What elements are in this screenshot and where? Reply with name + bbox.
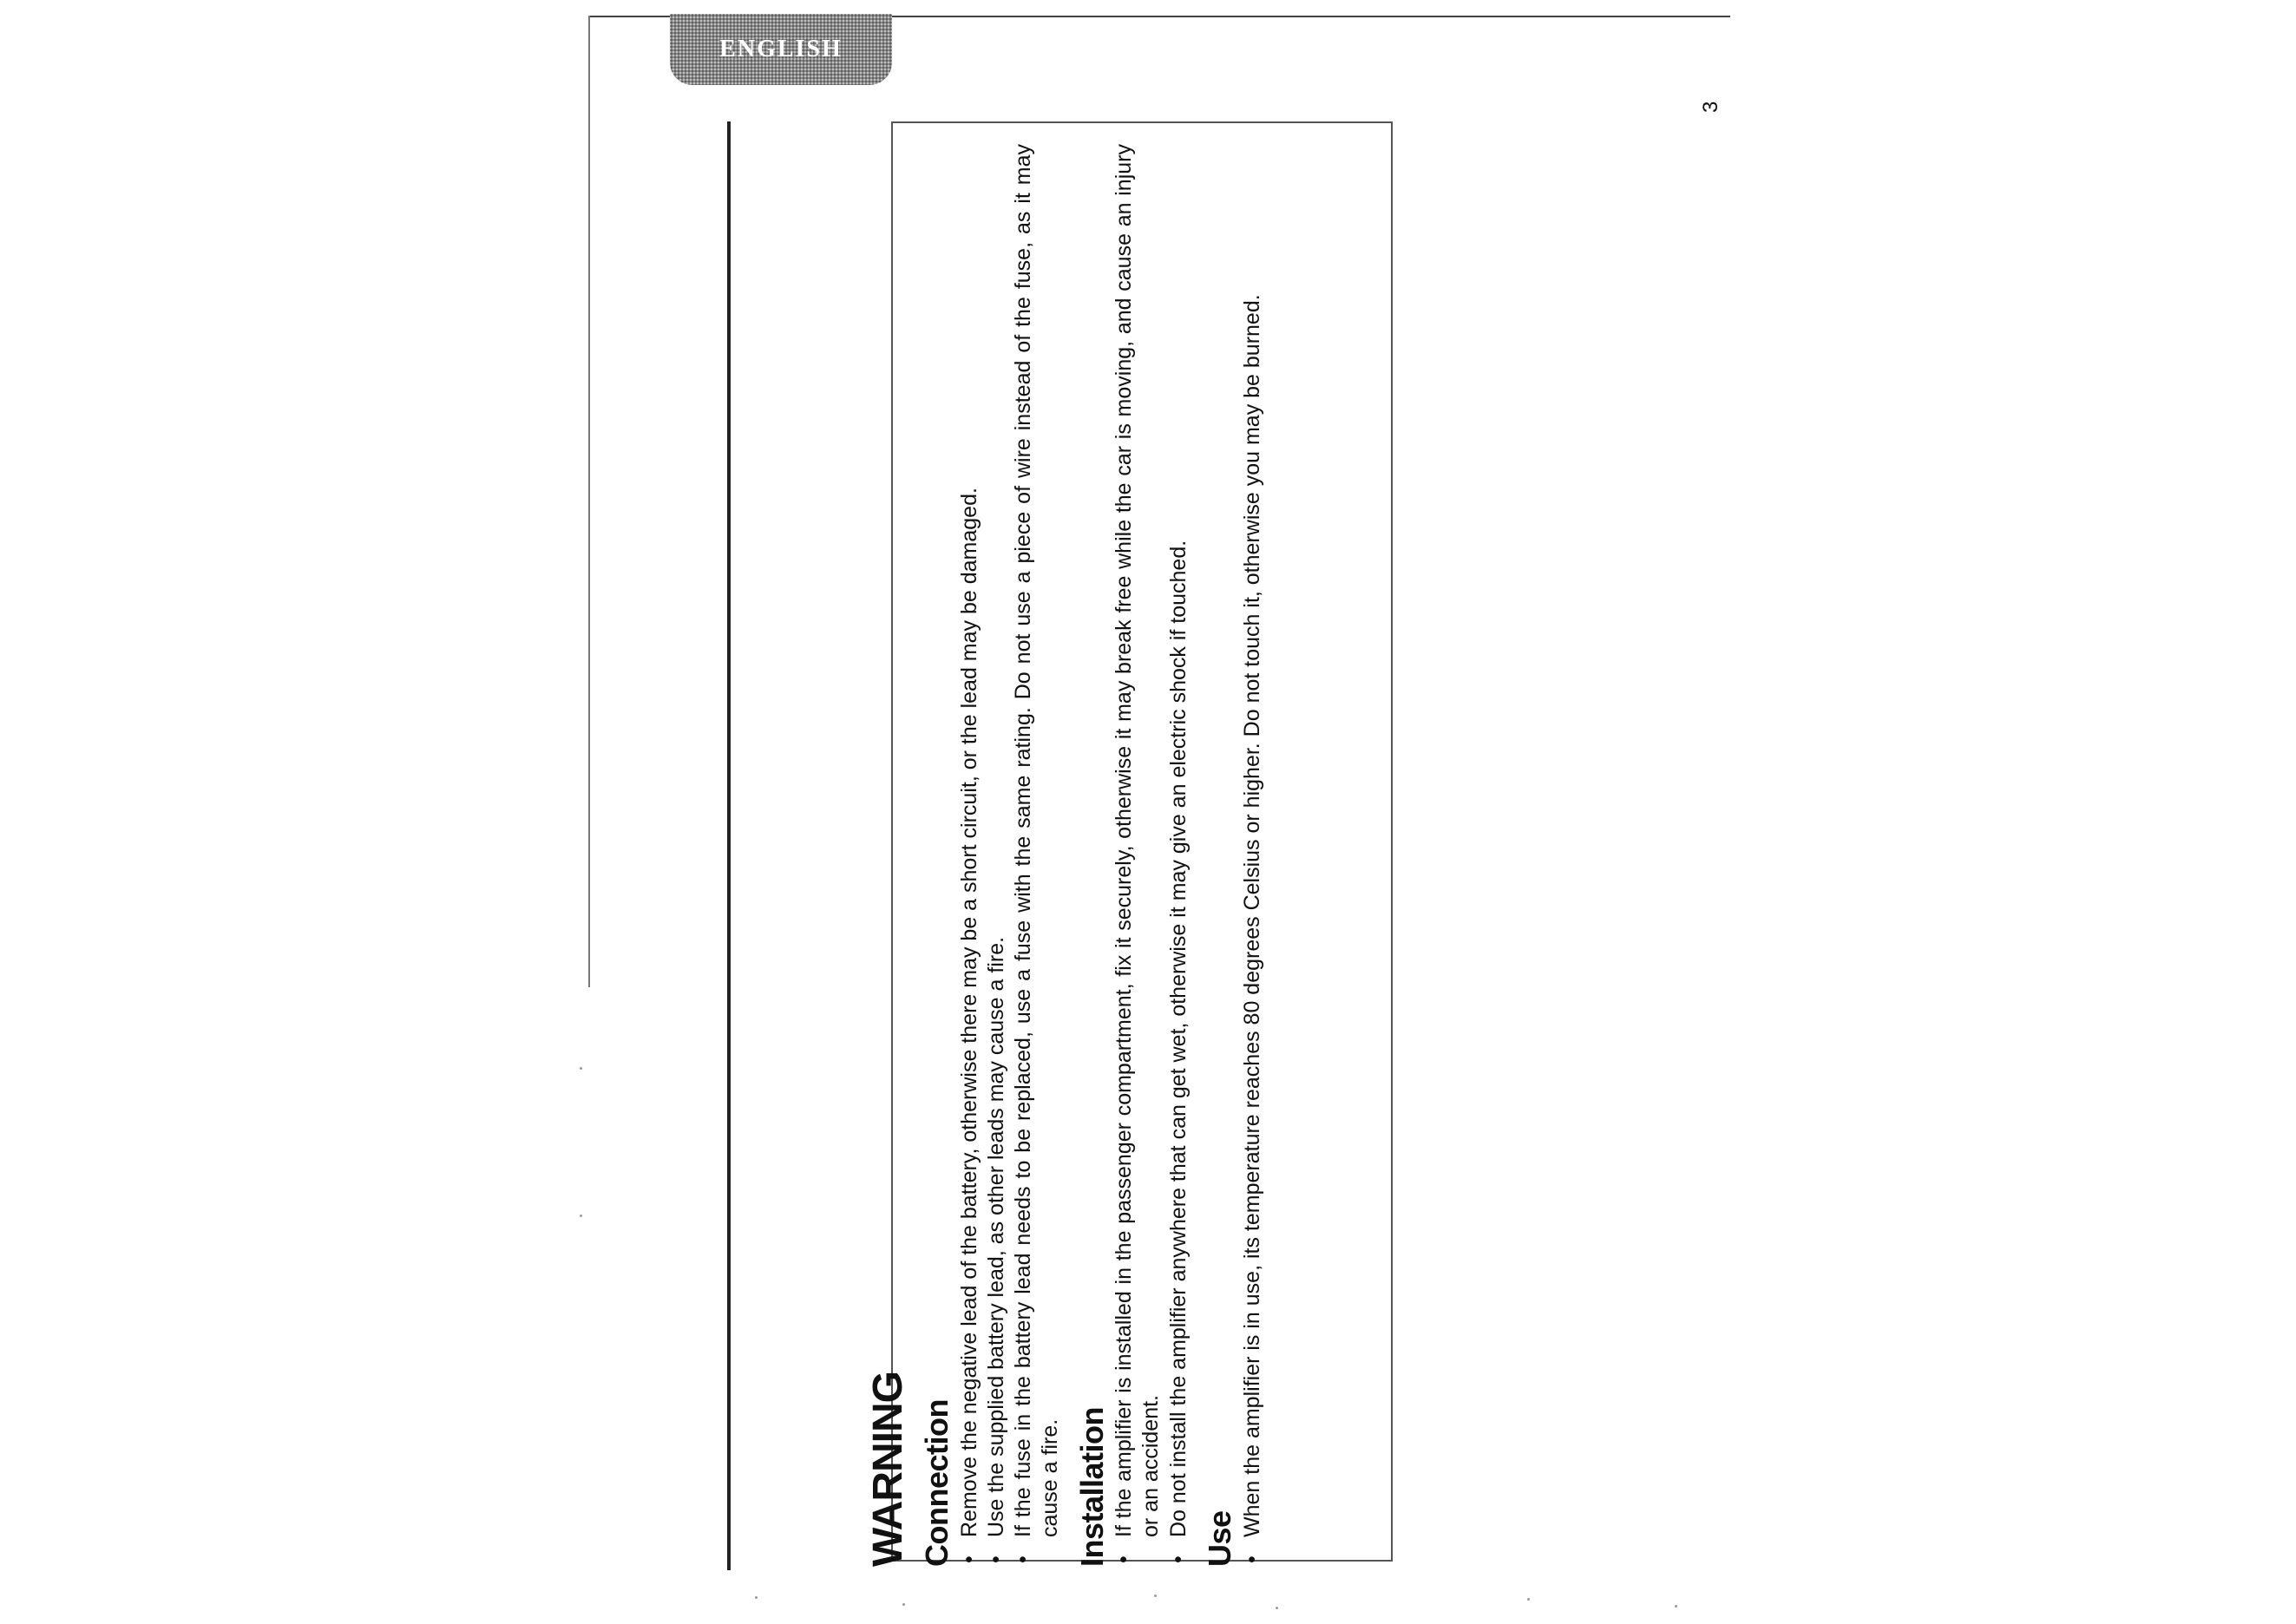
list-item: • Use the supplied battery lead, as other leads may cause a fire. — [983, 144, 1010, 1567]
installation-list — [1111, 144, 1192, 1567]
page-number: 3 — [1699, 101, 1722, 113]
list-item: • When the amplifier is in use, its temperature reaches 80 degrees Celsius or higher. Do not touch it, otherwise you may be burned. — [1239, 144, 1266, 1567]
scan-speck — [580, 1215, 582, 1217]
page-left-border — [588, 16, 590, 987]
warning-box — [865, 127, 1388, 1567]
connection-list — [956, 144, 1065, 1567]
section-heading-installation: Installation — [1073, 1406, 1110, 1567]
language-tab — [670, 14, 892, 85]
scan-speck — [1675, 1605, 1677, 1608]
scan-speck — [902, 1603, 905, 1606]
use-list — [1239, 144, 1266, 1567]
scan-speck — [1276, 1607, 1278, 1609]
warning-title: WARNING — [865, 1372, 911, 1567]
list-item: • If the fuse in the battery lead needs to be replaced, use a fuse with the same rating. Do not use a piece of wire instead of the fuse, as it may cause a fire. — [1010, 144, 1065, 1567]
page-binding-rule — [727, 121, 731, 1570]
scan-speck — [580, 1067, 582, 1070]
scan-speck — [1527, 1598, 1530, 1601]
language-tab-label: ENGLISH — [719, 36, 843, 62]
list-item: • If the amplifier is installed in the passenger compartment, fix it securely, otherwise it may break free while the car is moving, and cause an injury or an accident. — [1111, 144, 1165, 1567]
list-item: • Remove the negative lead of the battery, otherwise there may be a short circuit, or the lead may be damaged. — [956, 144, 983, 1567]
scan-speck — [755, 1596, 758, 1599]
section-heading-use: Use — [1201, 1510, 1237, 1567]
section-heading-connection: Connection — [919, 1399, 954, 1567]
scan-speck — [1154, 1595, 1157, 1597]
list-item: • Do not install the amplifier anywhere that can get wet, otherwise it may give an electric shock if touched. — [1165, 144, 1192, 1567]
